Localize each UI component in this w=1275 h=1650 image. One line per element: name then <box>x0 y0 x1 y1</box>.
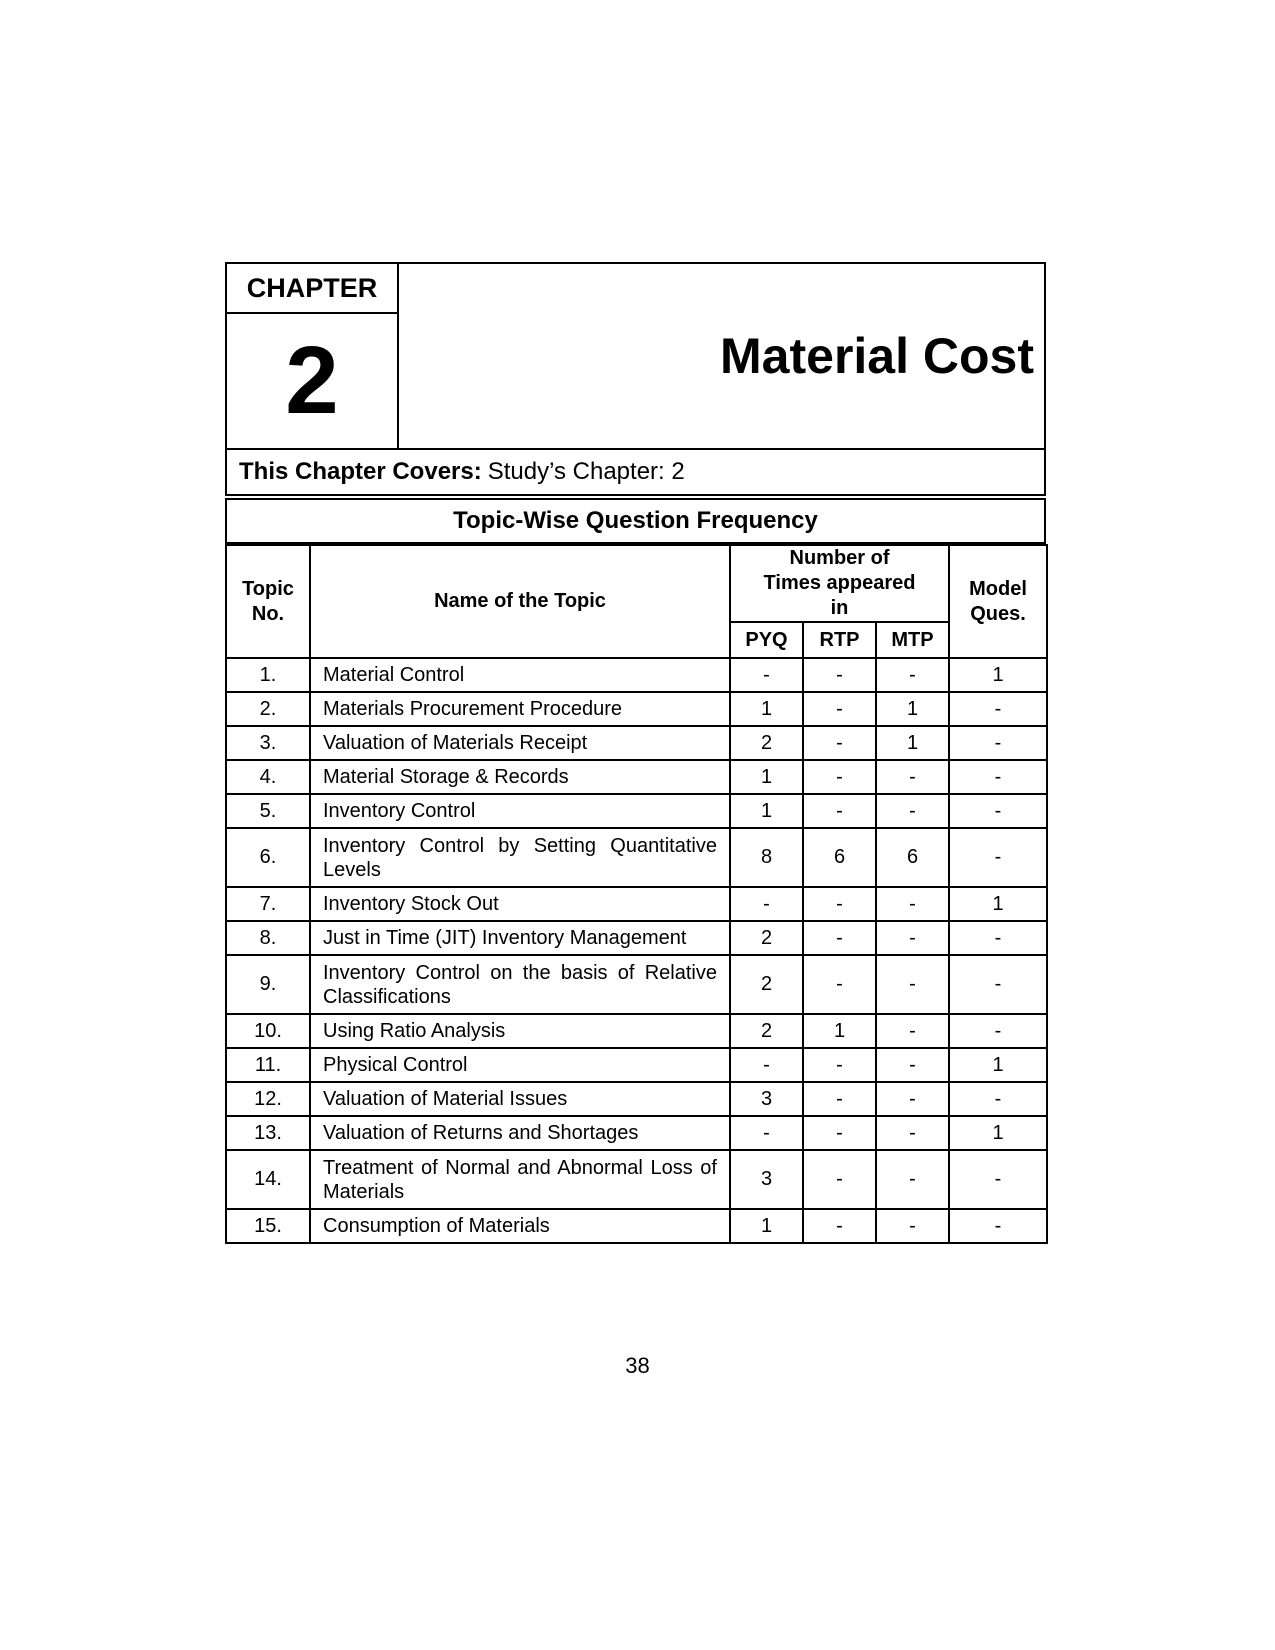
topic-frequency-table <box>225 544 1048 1244</box>
pyq-count: 3 <box>730 1150 803 1209</box>
page-number: 38 <box>625 1353 650 1378</box>
pyq-count: 2 <box>730 1014 803 1048</box>
model-count: 1 <box>949 1116 1047 1150</box>
topic-no: 7. <box>226 887 310 921</box>
rtp-count: - <box>803 1048 876 1082</box>
chapter-box <box>227 264 399 448</box>
mtp-count: - <box>876 760 949 794</box>
model-count: 1 <box>949 887 1047 921</box>
pyq-count: 8 <box>730 828 803 887</box>
topic-no: 6. <box>226 828 310 887</box>
mtp-count: - <box>876 658 949 692</box>
model-count: - <box>949 692 1047 726</box>
topic-name: Valuation of Material Issues <box>310 1082 730 1116</box>
topic-name: Consumption of Materials <box>310 1209 730 1243</box>
mtp-count: - <box>876 1048 949 1082</box>
pyq-count: 1 <box>730 760 803 794</box>
model-count: 1 <box>949 658 1047 692</box>
rtp-count: - <box>803 726 876 760</box>
topic-name: Valuation of Returns and Shortages <box>310 1116 730 1150</box>
rtp-count: - <box>803 1150 876 1209</box>
mtp-count: 6 <box>876 828 949 887</box>
rtp-count: - <box>803 692 876 726</box>
topic-name: Material Storage & Records <box>310 760 730 794</box>
pyq-count: 2 <box>730 921 803 955</box>
rtp-count: - <box>803 1082 876 1116</box>
rtp-count: - <box>803 1209 876 1243</box>
topic-no: 15. <box>226 1209 310 1243</box>
table-row <box>226 794 1047 828</box>
header-topic-name: Name of the Topic <box>310 545 730 658</box>
table-row <box>226 887 1047 921</box>
model-count: 1 <box>949 1048 1047 1082</box>
topic-no: 1. <box>226 658 310 692</box>
header-pyq: PYQ <box>730 622 803 658</box>
table-row <box>226 658 1047 692</box>
rtp-count: 6 <box>803 828 876 887</box>
mtp-count: - <box>876 887 949 921</box>
topic-no: 11. <box>226 1048 310 1082</box>
topic-name: Physical Control <box>310 1048 730 1082</box>
table-row <box>226 760 1047 794</box>
topic-name: Inventory Control by Setting Quantitative Levels <box>310 828 730 887</box>
topic-no: 4. <box>226 760 310 794</box>
frequency-title: Topic-Wise Question Frequency <box>225 498 1046 544</box>
rtp-count: 1 <box>803 1014 876 1048</box>
model-count: - <box>949 921 1047 955</box>
pyq-count: - <box>730 1048 803 1082</box>
pyq-count: 1 <box>730 692 803 726</box>
table-row <box>226 1116 1047 1150</box>
mtp-count: - <box>876 955 949 1014</box>
topic-name: Just in Time (JIT) Inventory Management <box>310 921 730 955</box>
table-row <box>226 1082 1047 1116</box>
pyq-count: 3 <box>730 1082 803 1116</box>
rtp-count: - <box>803 1116 876 1150</box>
topic-no: 5. <box>226 794 310 828</box>
mtp-count: - <box>876 794 949 828</box>
mtp-count: - <box>876 1014 949 1048</box>
topic-no: 8. <box>226 921 310 955</box>
topic-name: Inventory Control on the basis of Relative Classifications <box>310 955 730 1014</box>
model-count: - <box>949 726 1047 760</box>
topic-name: Inventory Stock Out <box>310 887 730 921</box>
covers-label: This Chapter Covers: <box>239 458 482 485</box>
topic-name: Treatment of Normal and Abnormal Loss of Materials <box>310 1150 730 1209</box>
topic-no: 3. <box>226 726 310 760</box>
pyq-count: - <box>730 887 803 921</box>
table-row <box>226 828 1047 887</box>
model-count: - <box>949 1082 1047 1116</box>
pyq-count: 1 <box>730 794 803 828</box>
topic-no: 2. <box>226 692 310 726</box>
mtp-count: 1 <box>876 692 949 726</box>
mtp-count: - <box>876 1150 949 1209</box>
table-row <box>226 1014 1047 1048</box>
topic-name: Using Ratio Analysis <box>310 1014 730 1048</box>
table-row <box>226 692 1047 726</box>
table-row <box>226 1048 1047 1082</box>
rtp-count: - <box>803 760 876 794</box>
model-count: - <box>949 828 1047 887</box>
table-row <box>226 955 1047 1014</box>
topic-name: Material Control <box>310 658 730 692</box>
chapter-header <box>225 262 1046 450</box>
table-row <box>226 1209 1047 1243</box>
topic-no: 14. <box>226 1150 310 1209</box>
mtp-count: 1 <box>876 726 949 760</box>
topic-name: Inventory Control <box>310 794 730 828</box>
table-row <box>226 1150 1047 1209</box>
topic-name: Materials Procurement Procedure <box>310 692 730 726</box>
topic-no: 13. <box>226 1116 310 1150</box>
table-row <box>226 726 1047 760</box>
chapter-title: Material Cost <box>720 328 1034 384</box>
chapter-covers <box>225 450 1046 496</box>
model-count: - <box>949 760 1047 794</box>
mtp-count: - <box>876 1209 949 1243</box>
topic-no: 12. <box>226 1082 310 1116</box>
pyq-count: 2 <box>730 726 803 760</box>
mtp-count: - <box>876 921 949 955</box>
pyq-count: - <box>730 1116 803 1150</box>
rtp-count: - <box>803 887 876 921</box>
chapter-number: 2 <box>285 327 339 434</box>
mtp-count: - <box>876 1116 949 1150</box>
pyq-count: 1 <box>730 1209 803 1243</box>
model-count: - <box>949 1014 1047 1048</box>
header-model-ques: Model Ques. <box>949 545 1047 658</box>
model-count: - <box>949 955 1047 1014</box>
header-rtp: RTP <box>803 622 876 658</box>
rtp-count: - <box>803 658 876 692</box>
topic-no: 10. <box>226 1014 310 1048</box>
mtp-count: - <box>876 1082 949 1116</box>
topic-no: 9. <box>226 955 310 1014</box>
rtp-count: - <box>803 955 876 1014</box>
model-count: - <box>949 1209 1047 1243</box>
covers-value: Study’s Chapter: 2 <box>487 458 685 485</box>
rtp-count: - <box>803 794 876 828</box>
rtp-count: - <box>803 921 876 955</box>
chapter-page <box>225 262 1046 1244</box>
pyq-count: 2 <box>730 955 803 1014</box>
pyq-count: - <box>730 658 803 692</box>
model-count: - <box>949 1150 1047 1209</box>
header-mtp: MTP <box>876 622 949 658</box>
header-topic-no: Topic No. <box>226 545 310 658</box>
chapter-label: CHAPTER <box>227 264 397 314</box>
topic-name: Valuation of Materials Receipt <box>310 726 730 760</box>
table-row <box>226 921 1047 955</box>
model-count: - <box>949 794 1047 828</box>
header-times-group: Number of Times appeared in <box>730 545 949 622</box>
